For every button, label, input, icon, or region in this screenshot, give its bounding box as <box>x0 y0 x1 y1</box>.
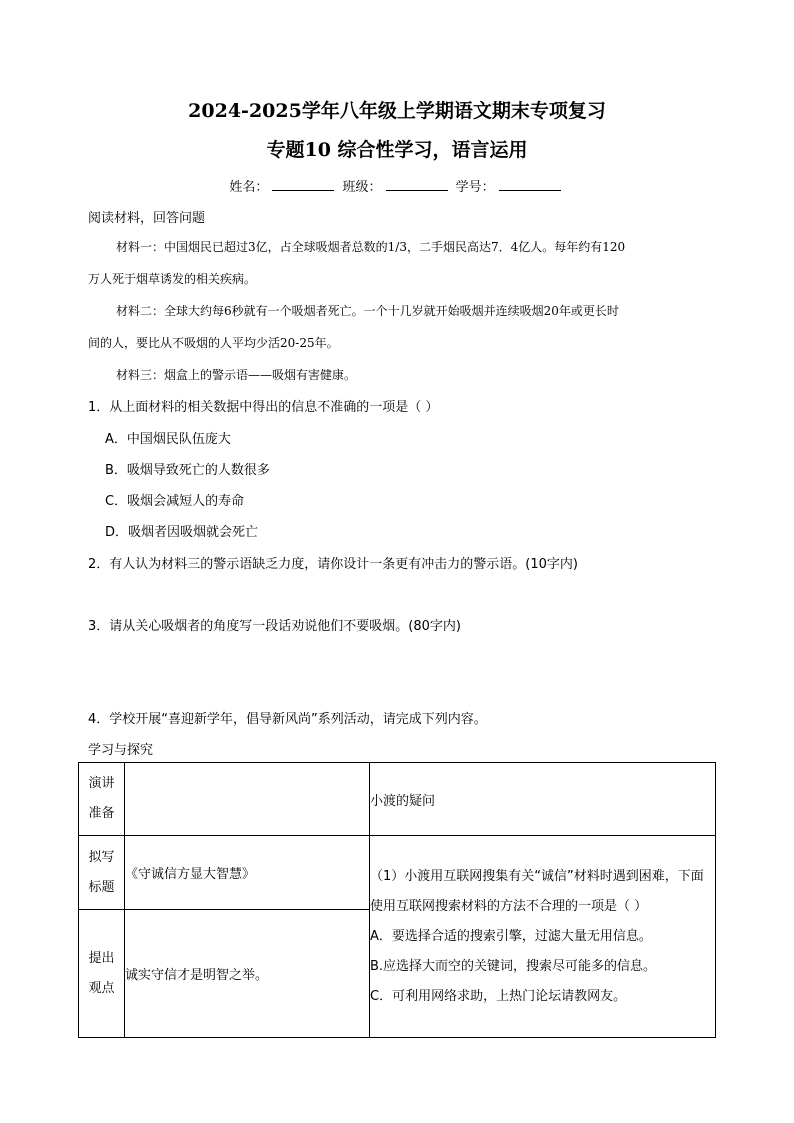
page-title: 2024-2025学年八年级上学期语文期末专项复习 <box>188 100 606 122</box>
xiaodu-question-body <box>370 836 716 1038</box>
label-part: 观点 <box>88 980 115 996</box>
material-1-line-2: 万人死于烟草诱发的相关疾病。 <box>88 272 257 286</box>
question-1-option-c: C．吸烟会减短人的寿命 <box>105 494 245 509</box>
label-part: 拟写 <box>88 849 115 865</box>
class-blank[interactable] <box>386 178 448 191</box>
page-subtitle: 专题10 综合性学习，语言运用 <box>266 139 528 161</box>
sub-question-stem: （1）小渡用互联网搜集有关“诚信”材料时遇到困难，下面使用互联网搜索材料的方法不合理的一项是（ ） <box>370 868 704 914</box>
row-label-title <box>79 836 125 910</box>
material-2-line-1: 材料二：全球大约每6秒就有一个吸烟者死亡。一个十几岁就开始吸烟并连续吸烟20年或更长时 <box>116 304 619 318</box>
student-info-line <box>0 176 794 195</box>
label-part: 提出 <box>88 950 115 966</box>
question-1-option-a: A．中国烟民队伍庞大 <box>105 432 231 447</box>
empty-cell <box>125 763 370 836</box>
sub-question-option-b: B.应选择大而空的关键词，搜索尽可能多的信息。 <box>370 958 657 974</box>
sub-question-option-c: C．可利用网络求助，上热门论坛请教网友。 <box>370 988 627 1004</box>
label-part: 标题 <box>88 879 115 895</box>
material-2-line-2: 间的人，要比从不吸烟的人平均少活20-25年。 <box>88 336 339 350</box>
viewpoint-content: 诚实守信才是明智之举。 <box>125 910 370 1038</box>
question-1-stem: 1．从上面材料的相关数据中得出的信息不准确的一项是（ ） <box>88 400 439 415</box>
question-4: 4．学校开展“喜迎新学年，倡导新风尚”系列活动，请完成下列内容。 <box>88 712 487 727</box>
material-3: 材料三：烟盒上的警示语——吸烟有害健康。 <box>116 368 357 382</box>
label-part: 演讲 <box>88 776 115 791</box>
title-content: 《守诚信方显大智慧》 <box>125 836 370 910</box>
label-part: 准备 <box>88 806 115 821</box>
class-label: 班级： <box>342 180 382 195</box>
material-1-line-1: 材料一：中国烟民已超过3亿，占全球吸烟者总数的1/3，二手烟民高达7．4亿人。每年约有120 <box>116 240 626 254</box>
reading-intro: 阅读材料，回答问题 <box>88 211 206 226</box>
question-3: 3．请从关心吸烟者的角度写一段话劝说他们不要吸烟。(80字内) <box>88 619 461 634</box>
name-blank[interactable] <box>272 178 334 191</box>
section-heading: 学习与探究 <box>88 743 154 758</box>
row-label-speech-prep <box>79 763 125 836</box>
study-table <box>78 762 716 1038</box>
xiaodu-question-header: 小渡的疑问 <box>370 763 716 836</box>
question-1-option-b: B．吸烟导致死亡的人数很多 <box>105 463 270 478</box>
question-1-option-d: D．吸烟者因吸烟就会死亡 <box>105 525 259 540</box>
table-row <box>79 836 716 910</box>
name-label: 姓名： <box>229 180 269 195</box>
id-blank[interactable] <box>499 178 561 191</box>
row-label-viewpoint <box>79 910 125 1038</box>
sub-question-option-a: A．要选择合适的搜索引擎，过滤大量无用信息。 <box>370 928 652 944</box>
table-row <box>79 763 716 836</box>
question-2: 2．有人认为材料三的警示语缺乏力度，请你设计一条更有冲击力的警示语。(10字内) <box>88 557 578 572</box>
id-label: 学号： <box>455 180 495 195</box>
